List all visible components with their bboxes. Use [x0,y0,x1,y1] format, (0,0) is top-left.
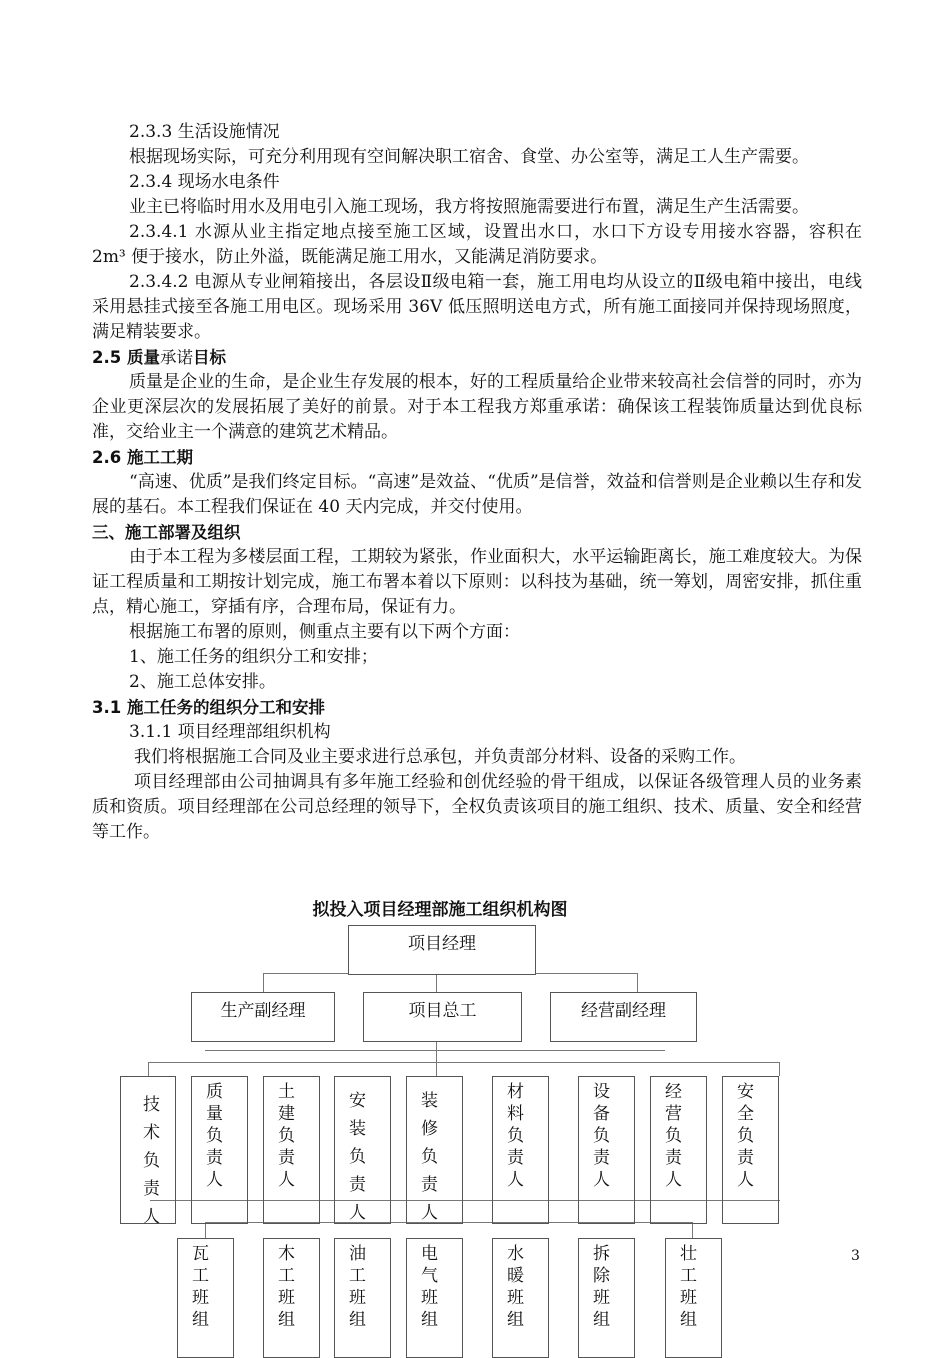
org-node-char: 人 [349,1203,366,1223]
org-node-level3 [334,1076,391,1224]
paragraph: “高速、优质”是我们终定目标。“高速”是效益、“优质”是信誉，效益和信誉则是企业赖以生存和发展的基石。本工程我们保证在 40 天内完成，并交付使用。 [92,472,862,517]
org-node-level4 [263,1238,320,1358]
paragraph: 业主已将临时用水及用电引入施工现场，我方将按照施需要进行布置，满足生产生活需要。 [129,197,809,217]
org-node-char: 量 [206,1104,223,1124]
paragraph: 我们将根据施工合同及业主要求进行总承包，并负责部分材料、设备的采购工作。 [134,747,746,767]
org-node-char: 技 [143,1095,160,1115]
org-node-char: 负 [278,1126,295,1146]
org-node-char: 安 [349,1091,366,1111]
org-node-char: 质 [206,1082,223,1102]
org-node-level4 [492,1238,549,1358]
heading-3-1: 3.1 施工任务的组织分工和安排 [92,698,325,717]
org-node-char: 瓦 [192,1244,209,1264]
org-node-char: 负 [665,1126,682,1146]
paragraph: 由于本工程为多楼层面工程，工期较为紧张，作业面积大，水平运输距离长，施工难度较大。为保证工程质量和工期按计划完成，施工布署本着以下原则：以科技为基础，统一筹划，周密安排，抓住重点，精心施工，穿插有序，合理布局，保证有力。 [92,547,862,617]
org-chart-title: 拟投入项目经理部施工组织机构图 [312,900,568,920]
org-node-char: 气 [421,1266,438,1286]
org-node-char: 组 [278,1310,295,1330]
org-node-level3 [650,1076,707,1224]
connector-line [692,1222,693,1238]
heading-2-5 [92,345,862,370]
org-node-level3 [578,1076,635,1224]
org-node-char: 人 [421,1203,438,1223]
org-node-char: 负 [737,1126,754,1146]
org-node-char: 工 [192,1266,209,1286]
org-node-char: 工 [278,1266,295,1286]
org-node-char: 木 [278,1244,295,1264]
org-node-level4 [406,1238,463,1358]
org-node-char: 备 [593,1104,610,1124]
org-node-char: 责 [737,1148,754,1168]
org-node-char: 负 [206,1126,223,1146]
connector-line [148,1062,780,1063]
org-node-char: 负 [593,1126,610,1146]
list-item-1: 1、施工任务的组织分工和安排； [129,647,378,667]
org-node-level2: 生产副经理 [191,992,335,1042]
org-node-char: 工 [349,1266,366,1286]
org-node-level3 [191,1076,248,1224]
org-node-level3 [120,1076,176,1227]
org-node-char: 料 [507,1104,524,1124]
heading-2-5-part1: 2.5 质量 [92,348,160,367]
org-node-char: 经 [665,1082,682,1102]
org-node-char: 班 [507,1288,524,1308]
org-node-level2: 项目总工 [363,992,522,1042]
org-node-char: 工 [680,1266,697,1286]
org-node-char: 装 [421,1091,438,1111]
org-node-char: 责 [507,1148,524,1168]
connector-line [779,1062,780,1076]
subheading-3-1-1: 3.1.1 项目经理部组织机构 [129,722,331,742]
org-node-char: 责 [593,1148,610,1168]
org-node-char: 人 [737,1170,754,1190]
org-node-level2: 经营副经理 [550,992,697,1042]
paragraph: 根据施工布署的原则，侧重点主要有以下两个方面： [129,622,520,642]
org-node-char: 组 [507,1310,524,1330]
connector-line [637,973,638,992]
org-node-char: 组 [680,1310,697,1330]
org-node-char: 营 [665,1104,682,1124]
connector-line [436,1042,437,1077]
org-node-char: 人 [143,1207,160,1227]
paragraph: 质量是企业的生命，是企业生存发展的根本，好的工程质量给企业带来较高社会信誉的同时，亦为企业更深层次的发展拓展了美好的前景。对于本工程我方郑重承诺：确保该工程装饰质量达到优良标准，交给业主一个满意的建筑艺术精品。 [92,372,862,442]
org-node-char: 人 [507,1170,524,1190]
org-node-char: 组 [593,1310,610,1330]
org-node-level4 [177,1238,234,1358]
org-node-char: 责 [278,1148,295,1168]
org-node-char: 水 [507,1244,524,1264]
org-node-level4 [334,1238,391,1358]
org-node-char: 拆 [593,1244,610,1264]
org-node-char: 负 [143,1151,160,1171]
org-node-char: 班 [421,1288,438,1308]
paragraph: 2.3.4.2 电源从专业闸箱接出，各层设Ⅱ级电箱一套，施工用电均从设立的Ⅱ级电箱中接出，电线采用悬挂式接至各施工用电区。现场采用 36V 低压照明送电方式，所有施工面接同并保持现场照度，满足精装要求。 [92,272,862,342]
org-node-level4 [665,1238,722,1358]
org-node-char: 全 [737,1104,754,1124]
org-node-char: 材 [507,1082,524,1102]
org-node-char: 负 [421,1147,438,1167]
org-node-char: 人 [278,1170,295,1190]
page-number: 3 [851,1248,860,1264]
org-node-level3 [406,1076,463,1224]
org-node-char: 建 [278,1104,295,1124]
org-node-char: 责 [421,1175,438,1195]
heading-3: 三、施工部署及组织 [92,523,241,542]
paragraph: 2.3.4.1 水源从业主指定地点接至施工区域，设置出水口，水口下方设专用接水容器，容积在 2m³ 便于接水，防止外溢，既能满足施工用水，又能满足消防要求。 [92,222,862,267]
org-node-char: 负 [349,1147,366,1167]
org-node-char: 设 [593,1082,610,1102]
org-node-level3 [722,1076,779,1224]
paragraph: 根据现场实际，可充分利用现有空间解决职工宿舍、食堂、办公室等，满足工人生产需要。 [129,147,809,167]
org-node-char: 负 [507,1126,524,1146]
org-node-char: 组 [349,1310,366,1330]
org-node-char: 班 [593,1288,610,1308]
org-node-char: 暖 [507,1266,524,1286]
org-node-char: 安 [737,1082,754,1102]
org-node-char: 班 [192,1288,209,1308]
subheading-2-3-3: 2.3.3 生活设施情况 [129,122,280,142]
org-node-char: 班 [680,1288,697,1308]
org-node-char: 责 [206,1148,223,1168]
org-node-char: 人 [665,1170,682,1190]
org-node-char: 装 [349,1119,366,1139]
connector-line [148,1062,149,1076]
org-node-char: 班 [278,1288,295,1308]
org-node-char: 术 [143,1123,160,1143]
heading-2-5-part3: 目标 [192,348,226,367]
connector-line [205,1222,206,1238]
subheading-2-3-4: 2.3.4 现场水电条件 [129,172,280,192]
org-node-char: 责 [349,1175,366,1195]
connector-line [436,975,437,992]
list-item-2: 2、施工总体安排。 [129,672,276,692]
org-node-level3 [263,1076,320,1224]
org-node-char: 人 [593,1170,610,1190]
org-node-level4 [578,1238,635,1358]
heading-2-5-part2: 承诺 [159,348,193,367]
org-node-char: 电 [421,1244,438,1264]
org-node-char: 壮 [680,1244,697,1264]
org-node-level3 [492,1076,549,1224]
body-text [92,120,862,845]
org-node-char: 组 [192,1310,209,1330]
org-node-char: 人 [206,1170,223,1190]
org-node-char: 除 [593,1266,610,1286]
connector-line [205,1050,665,1051]
org-node-char: 责 [665,1148,682,1168]
org-node-char: 责 [143,1179,160,1199]
connector-line [263,973,264,992]
org-node-char: 土 [278,1082,295,1102]
org-node-char: 油 [349,1244,366,1264]
paragraph: 项目经理部由公司抽调具有多年施工经验和创优经验的骨干组成，以保证各级管理人员的业务素质和资质。项目经理部在公司总经理的领导下，全权负责该项目的施工组织、技术、质量、安全和经营等工作。 [92,772,862,842]
org-node-char: 班 [349,1288,366,1308]
heading-2-6: 2.6 施工工期 [92,448,193,467]
org-node-char: 修 [421,1119,438,1139]
org-node-char: 组 [421,1310,438,1330]
org-node-project-manager: 项目经理 [348,925,536,975]
